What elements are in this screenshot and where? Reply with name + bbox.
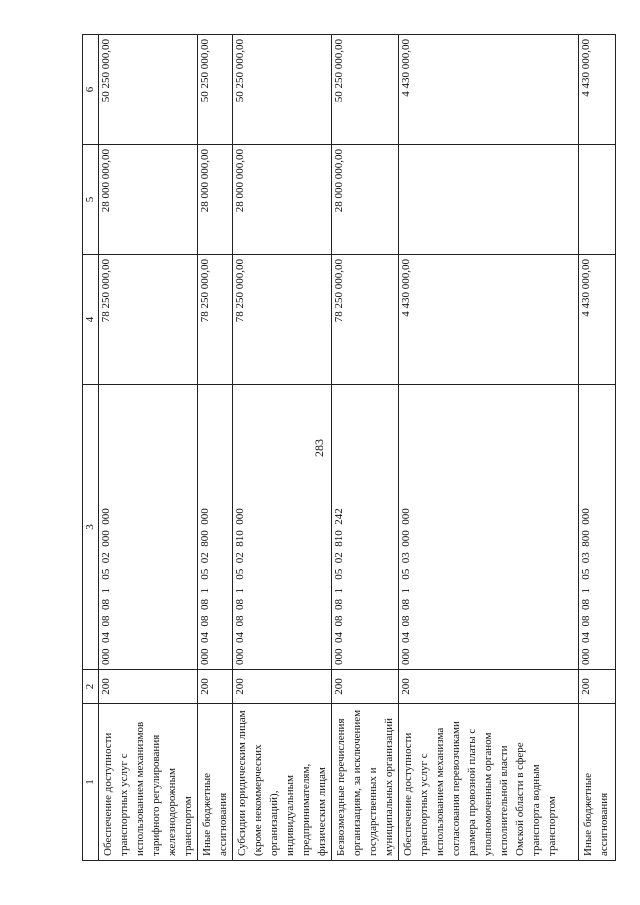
- row-code: 200: [399, 670, 579, 704]
- row-amount-col5: 28 000 000,00: [233, 145, 332, 255]
- row-name: Обеспечение доступности транспортных услуг с использованием механизмов тарифного регулирования железнодорожным транспортом: [99, 704, 198, 861]
- header-col-4: 4: [83, 255, 99, 385]
- row-name: Безвозмездные перечисления организациям, за исключением государственных и муниципальных организаций: [332, 704, 399, 861]
- row-code: 200: [99, 670, 198, 704]
- row-code: 200: [332, 670, 399, 704]
- row-classification-code: 000 04 08 08 1 05 02 000 000: [99, 385, 198, 670]
- row-code: 200: [198, 670, 233, 704]
- row-code: 200: [579, 670, 616, 704]
- row-amount-col5: 28 000 000,00: [99, 145, 198, 255]
- header-col-5: 5: [83, 145, 99, 255]
- row-amount-col5: [399, 145, 579, 255]
- table-row: [399, 35, 579, 861]
- row-amount-col4: 78 250 000,00: [198, 255, 233, 385]
- table-row: [233, 35, 332, 861]
- table-row: [99, 35, 198, 861]
- row-amount-col4: 78 250 000,00: [99, 255, 198, 385]
- row-amount-col6: 50 250 000,00: [99, 35, 198, 145]
- budget-table: [82, 34, 616, 861]
- row-code: 200: [233, 670, 332, 704]
- row-name: Иные бюджетные ассигнования: [579, 704, 616, 861]
- row-name: Обеспечение доступности транспортных услуг с использованием механизма согласования перевозчиками размера провозной платы с уполномоченным органом исполнительной власти Омской области в сфере транспорта водным транспортом: [399, 704, 579, 861]
- row-classification-code: 000 04 08 08 1 05 02 810 242: [332, 385, 399, 670]
- row-name: Иные бюджетные ассигнования: [198, 704, 233, 861]
- row-amount-col6: 50 250 000,00: [233, 35, 332, 145]
- header-col-6: 6: [83, 35, 99, 145]
- row-amount-col4: 4 430 000,00: [579, 255, 616, 385]
- row-classification-code: 000 04 08 08 1 05 02 800 000: [198, 385, 233, 670]
- table-row: [579, 35, 616, 861]
- page-number: 283: [312, 439, 326, 457]
- row-amount-col5: 28 000 000,00: [332, 145, 399, 255]
- table-row: [198, 35, 233, 861]
- row-amount-col5: [579, 145, 616, 255]
- row-amount-col4: 78 250 000,00: [332, 255, 399, 385]
- header-col-2: 2: [83, 670, 99, 704]
- row-classification-code: 000 04 08 08 1 05 03 000 000: [399, 385, 579, 670]
- row-amount-col4: 4 430 000,00: [399, 255, 579, 385]
- row-name: Субсидии юридическим лицам (кроме некоммерческих организаций), индивидуальным предпринимателям, физическим лицам: [233, 704, 332, 861]
- header-col-1: 1: [83, 704, 99, 861]
- row-amount-col6: 4 430 000,00: [579, 35, 616, 145]
- row-classification-code: 000 04 08 08 1 05 02 810 000: [233, 385, 332, 670]
- row-amount-col6: 4 430 000,00: [399, 35, 579, 145]
- table-row: [332, 35, 399, 861]
- budget-table-rotated: [82, 35, 610, 861]
- row-amount-col4: 78 250 000,00: [233, 255, 332, 385]
- header-col-3: 3: [83, 385, 99, 670]
- row-amount-col6: 50 250 000,00: [332, 35, 399, 145]
- header-row: [83, 35, 99, 861]
- row-amount-col6: 50 250 000,00: [198, 35, 233, 145]
- row-classification-code: 000 04 08 08 1 05 03 800 000: [579, 385, 616, 670]
- row-amount-col5: 28 000 000,00: [198, 145, 233, 255]
